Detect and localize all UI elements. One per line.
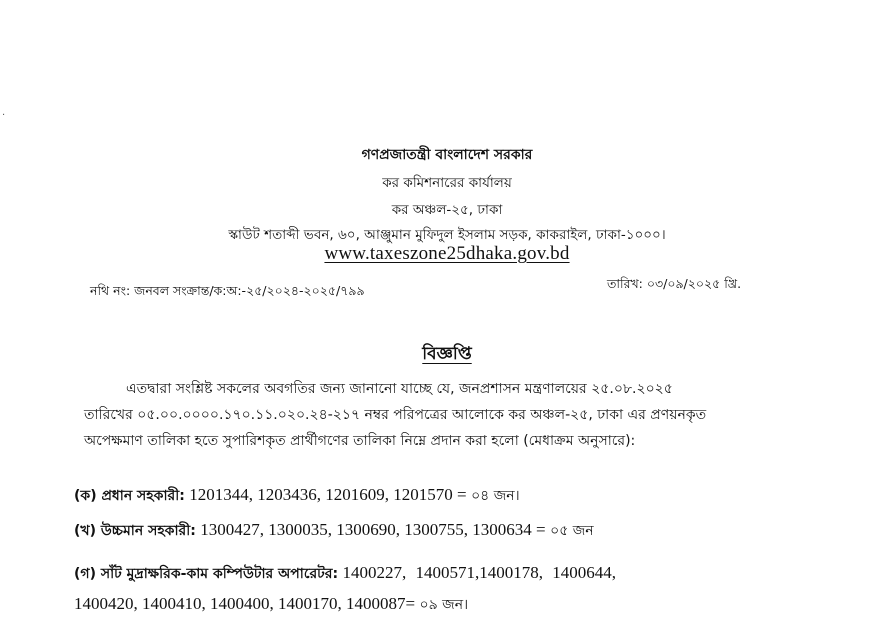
category-stenotypist-operator	[74, 562, 616, 586]
category-label: (ক) প্রধান সহকারী:	[74, 488, 185, 504]
roll-numbers: 1400420, 1400410, 1400400, 1400170, 1400087=	[74, 594, 416, 613]
margin-mark: ·	[2, 110, 6, 121]
candidate-count: ০৯ জন।	[419, 597, 469, 613]
website-link[interactable]: www.taxeszone25dhaka.gov.bd	[324, 243, 570, 264]
roll-numbers: 1400227, 1400571,1400178, 1400644,	[342, 563, 617, 582]
category-stenotypist-operator-continued	[74, 593, 468, 617]
office-address: স্কাউট শতাব্দী ভবন, ৬০, আঞ্জুমান মুফিদুল ইসলাম সড়ক, কাকরাইল, ঢাকা-১০০০।	[228, 227, 666, 243]
issue-date: তারিখ: ০৩/০৯/২০২৫ খ্রি.	[607, 276, 742, 291]
category-label: (গ) সাঁট মুদ্রাক্ষরিক-কাম কম্পিউটার অপারেটর:	[74, 566, 339, 582]
roll-numbers: 1201344, 1203436, 1201609, 1201570 =	[189, 485, 467, 504]
body-line: তারিখের ০৫.০০.০০০০.১৭০.১১.০২০.২৪-২১৭ নম্বর পরিপত্রের আলোকে কর অঞ্চল-২৫, ঢাকা এর প্রণয়নকৃত	[84, 407, 707, 423]
candidate-count: ০৪ জন।	[471, 488, 520, 504]
category-label: (খ) উচ্চমান সহকারী:	[74, 523, 196, 539]
file-number: নথি নং: জনবল সংক্রান্ত/ক:অ:-২৫/২০২৪-২০২৫/৭৯৯	[90, 283, 365, 298]
notice-body	[84, 376, 814, 454]
notice-title: বিজ্ঞপ্তি	[422, 344, 472, 364]
category-upper-division-assistant	[74, 519, 594, 543]
roll-numbers: 1300427, 1300035, 1300690, 1300755, 1300634 =	[200, 520, 546, 539]
category-head-assistant	[74, 484, 520, 508]
tax-zone: কর অঞ্চল-২৫, ঢাকা	[391, 202, 503, 218]
government-name: গণপ্রজাতন্ত্রী বাংলাদেশ সরকার	[361, 147, 533, 163]
body-line: অপেক্ষমাণ তালিকা হতে সুপারিশকৃত প্রার্থীগণের তালিকা নিম্নে প্রদান করা হলো (মেধাক্রম অনুসারে):	[84, 433, 636, 449]
candidate-count: ০৫ জন	[550, 523, 594, 539]
office-name: কর কমিশনারের কার্যালয়	[382, 175, 512, 191]
body-line: এতদ্বারা সংশ্লিষ্ট সকলের অবগতির জন্য জানানো যাচ্ছে যে, জনপ্রশাসন মন্ত্রণালয়ের ২৫.০৮.২০২৫	[126, 381, 673, 397]
